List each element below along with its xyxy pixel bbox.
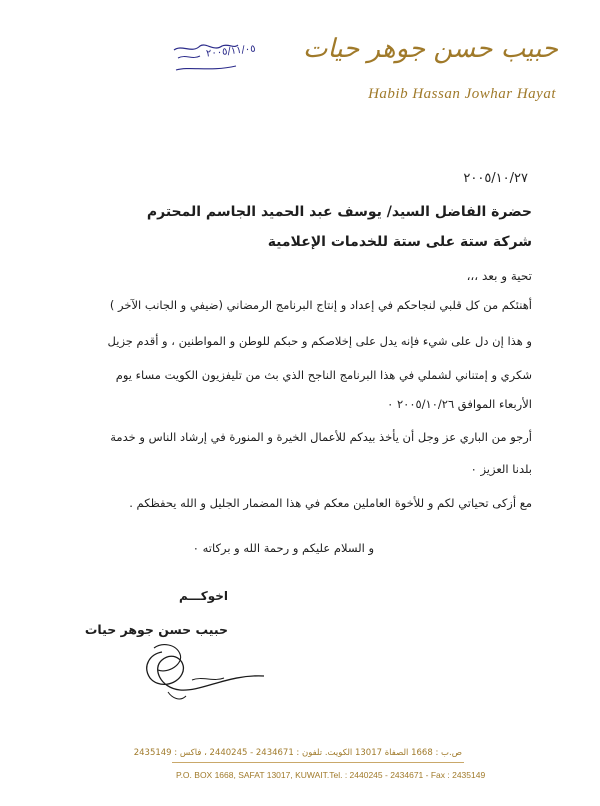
body-line: مع أزكى تحياتي لكم و للأخوة العاملين معكم في هذا المضمار الجليل و الله يحفظكم .: [129, 496, 532, 510]
closing-line: و السلام عليكم و رحمة الله و بركاته ٠: [192, 541, 374, 555]
footer-arabic-address: ص.ب : 1668 الصفاة 13017 الكويت. تلفون : 2434671 - 2440245 ، فاكس : 2435149: [133, 748, 462, 758]
stamp-date: ٢٠٠٥/١١/٠٥: [205, 43, 257, 60]
footer-divider: [172, 762, 464, 763]
letterhead-arabic-logo: حبيب حسن جوهر حيات: [302, 34, 558, 64]
footer-english-address: P.O. BOX 1668, SAFAT 13017, KUWAIT.Tel. : 2440245 - 2434671 - Fax : 2435149: [176, 770, 486, 780]
brother-label: اخوكـــم: [179, 589, 228, 603]
letter-date: ٢٠٠٥/١٠/٢٧: [463, 171, 528, 186]
letterhead-english-name: Habib Hassan Jowhar Hayat: [368, 86, 556, 102]
company-line: شركة ستة على ستة للخدمات الإعلامية: [267, 234, 532, 250]
body-line: شكري و إمتناني لشملي في هذا البرنامج الناجح الذي بث من تليفزيون الكويت مساء يوم: [115, 368, 532, 382]
sender-name: حبيب حسن جوهر حيات: [84, 622, 228, 637]
body-line: بلدنا العزيز ٠: [470, 462, 532, 476]
recipient-line: حضرة الفاضل السيد/ يوسف عبد الحميد الجاسم المحترم: [146, 204, 532, 220]
body-line: الأربعاء الموافق ٢٠٠٥/١٠/٢٦ ٠: [387, 397, 532, 411]
body-line: أرجو من الباري عز وجل أن يأخذ بيدكم للأعمال الخيرة و المنورة في إرشاد الناس و خدمة: [110, 430, 532, 444]
greeting-line: تحية و بعد ،،،: [466, 269, 532, 283]
body-line: أهنئكم من كل قلبي لنجاحكم في إعداد و إنتاج البرنامج الرمضاني (ضيفي و الجانب الآخر ): [109, 298, 532, 312]
signature-icon: [132, 630, 267, 705]
body-line: و هذا إن دل على شيء فإنه يدل على إخلاصكم و حبكم للوطن و المواطنين ، و أقدم جزيل: [107, 334, 532, 348]
